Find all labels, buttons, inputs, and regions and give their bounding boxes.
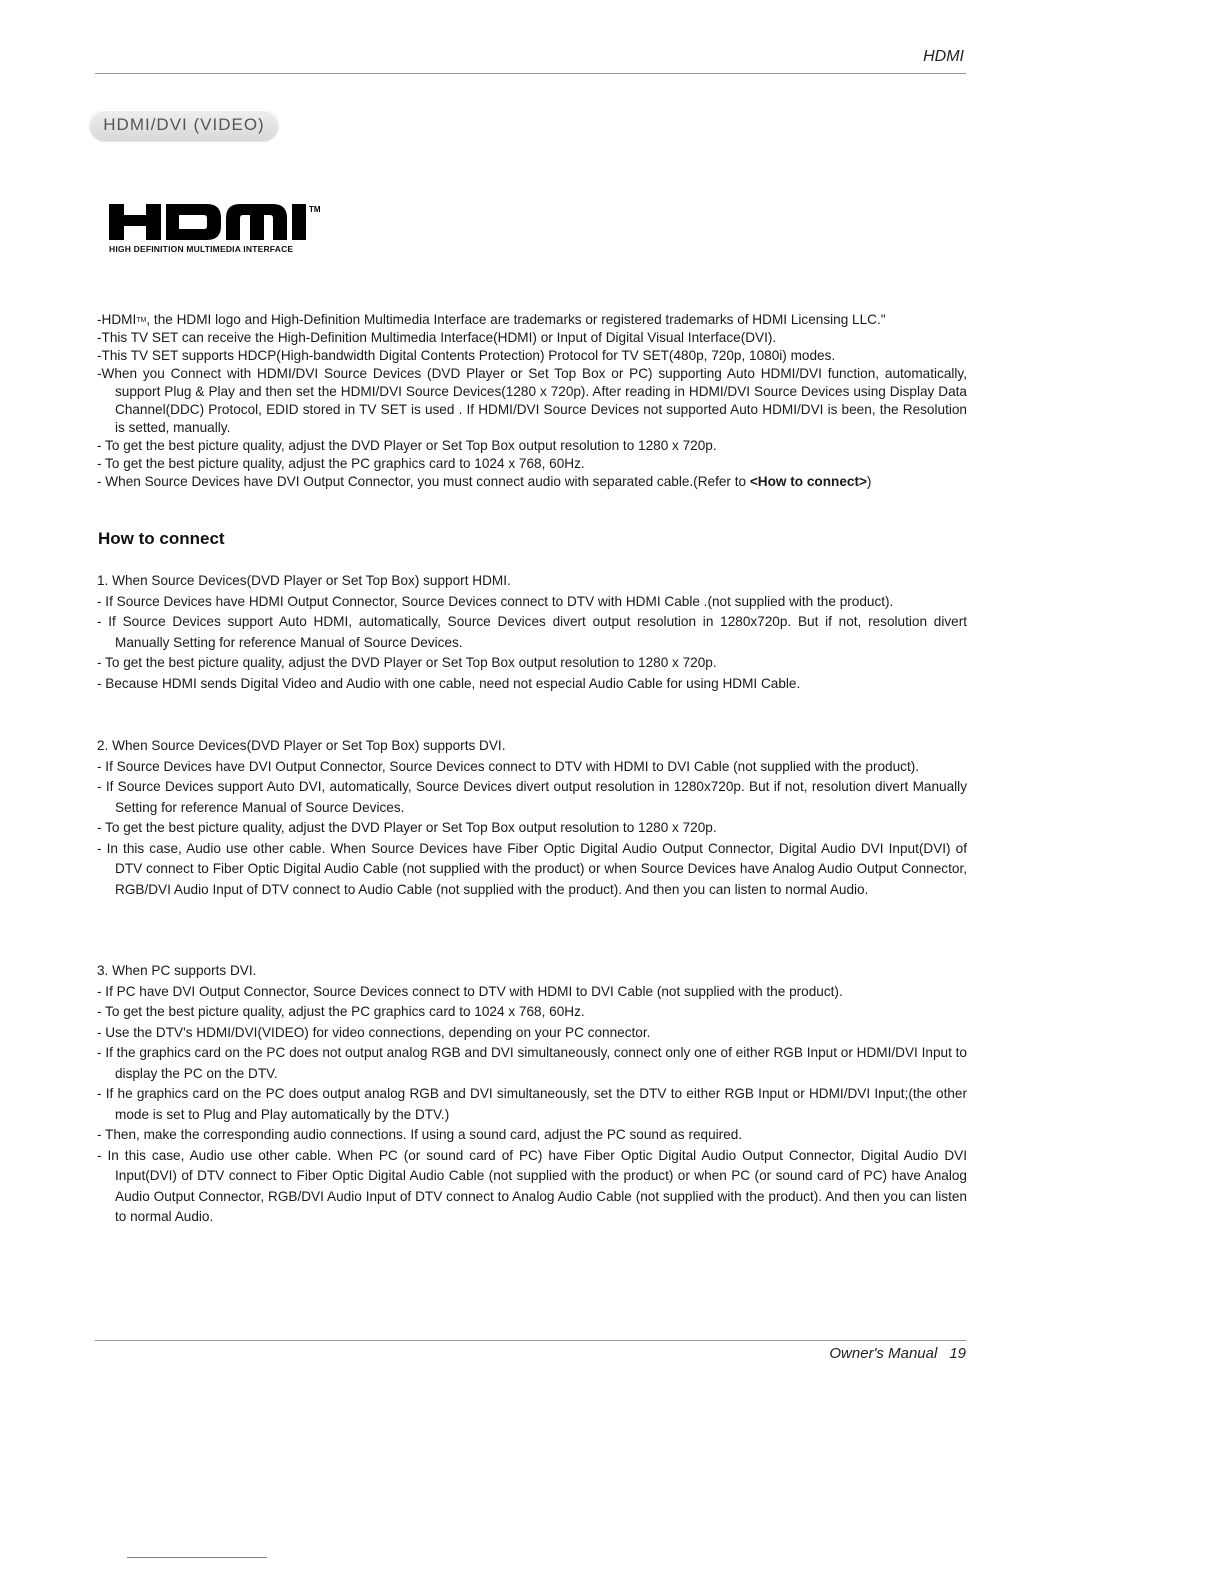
- note-connect: -When you Connect with HDMI/DVI Source Devices (DVD Player or Set Top Box or PC) supporting Auto HDMI/DVI function, automatically, support Plug & Play and then set the HDMI/DVI Source Devices(1280 x 720p). After reading in HDMI/DVI Source Devices using Display Data Channel(DDC) Protocol, EDID stored in TV SET is used . If HDMI/DVI Source Devices not supported Auto HDMI/DVI is been, the Resolution is setted, manually.: [97, 366, 967, 435]
- page-number: 19: [949, 1345, 966, 1362]
- list-item: - In this case, Audio use other cable. When Source Devices have Fiber Optic Digital Audio Output Connector, Digital Audio DVI Input(DVI) of DTV connect to Fiber Optic Digital Audio Cable (not supplied with the product) or when Source Devices have Analog Audio Output Connector, RGB/DVI Audio Input of DTV connect to Audio Cable (not supplied with the product). And then you can listen to normal Audio.: [97, 840, 967, 897]
- connect-section-dvi: [97, 736, 967, 900]
- connect-section-pc: [97, 961, 967, 1228]
- hdmi-logo-mark: [107, 198, 327, 244]
- section-title: 1. When Source Devices(DVD Player or Set Top Box) support HDMI.: [97, 573, 511, 588]
- footer-label: Owner's Manual: [829, 1345, 938, 1362]
- list-item: - Then, make the corresponding audio connections. If using a sound card, adjust the PC sound as required.: [97, 1127, 743, 1142]
- list-item: - In this case, Audio use other cable. When PC (or sound card of PC) have Fiber Optic Digital Audio Output Connector, Digital Audio DVI Input(DVI) of DTV connect to Fiber Optic Digital Audio Cable (not supplied with the product) or when PC (or sound card of PC) have Analog Audio Output Connector, RGB/DVI Audio Input of DTV connect to Analog Audio Cable (not supplied with the product). And then you can listen to normal Audio.: [97, 1147, 967, 1224]
- list-item: - If Source Devices support Auto HDMI, automatically, Source Devices divert output resolution in 1280x720p. But if not, resolution divert Manually Setting for reference Manual of Source Devices.: [97, 614, 967, 650]
- list-item: - If Source Devices support Auto DVI, automatically, Source Devices divert output resolution in 1280x720p. But if not, resolution divert Manually Setting for reference Manual of Source Devices.: [97, 779, 967, 815]
- note-dvi-audio-suffix: ): [866, 474, 872, 489]
- hdmi-logo: [107, 198, 327, 258]
- hdmi-notes: [97, 311, 967, 491]
- list-item: - To get the best picture quality, adjust the DVD Player or Set Top Box output resolution to 1280 x 720p.: [97, 820, 717, 835]
- list-item: - Use the DTV's HDMI/DVI(VIDEO) for video connections, depending on your PC connector.: [97, 1024, 651, 1040]
- list-item: - If the graphics card on the PC does not output analog RGB and DVI simultaneously, connect only one of either RGB Input or HDMI/DVI Input to display the PC on the DTV.: [97, 1045, 967, 1081]
- section-title: 3. When PC supports DVI.: [97, 963, 257, 978]
- note-trademark-prefix: -HDMI: [97, 312, 137, 327]
- hdmi-logo-tm: TM: [309, 205, 321, 214]
- list-item: - If PC have DVI Output Connector, Source Devices connect to DTV with HDMI to DVI Cable (not supplied with the product).: [97, 983, 843, 999]
- section-label: HDMI/DVI (VIDEO): [90, 110, 278, 140]
- page-footer: [829, 1345, 966, 1362]
- note-receive: -This TV SET can receive the High-Definition Multimedia Interface(HDMI) or Input of Digital Visual Interface(DVI).: [97, 330, 777, 345]
- note-trademark: [97, 311, 967, 329]
- note-trademark-rest: , the HDMI logo and High-Definition Multimedia Interface are trademarks or registered trademarks of HDMI Licensing LLC.": [146, 312, 886, 327]
- list-item: - To get the best picture quality, adjust the PC graphics card to 1024 x 768, 60Hz.: [97, 1004, 585, 1019]
- list-item: - If Source Devices have HDMI Output Connector, Source Devices connect to DTV with HDMI Cable .(not supplied with the product).: [97, 593, 894, 609]
- header-divider: [95, 73, 966, 74]
- list-item: - If Source Devices have DVI Output Connector, Source Devices connect to DTV with HDMI to DVI Cable (not supplied with the product).: [97, 758, 920, 774]
- list-item: - If he graphics card on the PC does output analog RGB and DVI simultaneously, set the DTV to either RGB Input or HDMI/DVI Input;(the other mode is set to Plug and Play automatically by the DTV.): [97, 1086, 967, 1122]
- connect-section-hdmi: [97, 571, 967, 694]
- note-dvi-audio-text: - When Source Devices have DVI Output Connector, you must connect audio with separated cable.(Refer to: [97, 474, 750, 489]
- list-item: - To get the best picture quality, adjust the DVD Player or Set Top Box output resolution to 1280 x 720p.: [97, 655, 717, 670]
- how-to-connect-reference: <How to connect>: [749, 474, 867, 489]
- decorative-underline: [127, 1557, 267, 1558]
- page-header-title: HDMI: [923, 48, 964, 65]
- list-item: - Because HDMI sends Digital Video and Audio with one cable, need not especial Audio Cable for using HDMI Cable.: [97, 675, 801, 691]
- note-hdcp: -This TV SET supports HDCP(High-bandwidth Digital Contents Protection) Protocol for TV SET(480p, 720p, 1080i) modes.: [97, 348, 836, 363]
- note-trademark-tm: TM: [136, 317, 147, 324]
- note-dvi-audio: [97, 473, 967, 491]
- note-dvd-quality: - To get the best picture quality, adjust the DVD Player or Set Top Box output resolution to 1280 x 720p.: [97, 438, 717, 453]
- section-title: 2. When Source Devices(DVD Player or Set Top Box) supports DVI.: [97, 738, 506, 753]
- note-pc-quality: - To get the best picture quality, adjust the PC graphics card to 1024 x 768, 60Hz.: [97, 456, 585, 471]
- hdmi-logo-subtitle: HIGH DEFINITION MULTIMEDIA INTERFACE: [109, 244, 294, 254]
- footer-divider: [95, 1340, 966, 1341]
- how-to-connect-heading: How to connect: [98, 529, 225, 548]
